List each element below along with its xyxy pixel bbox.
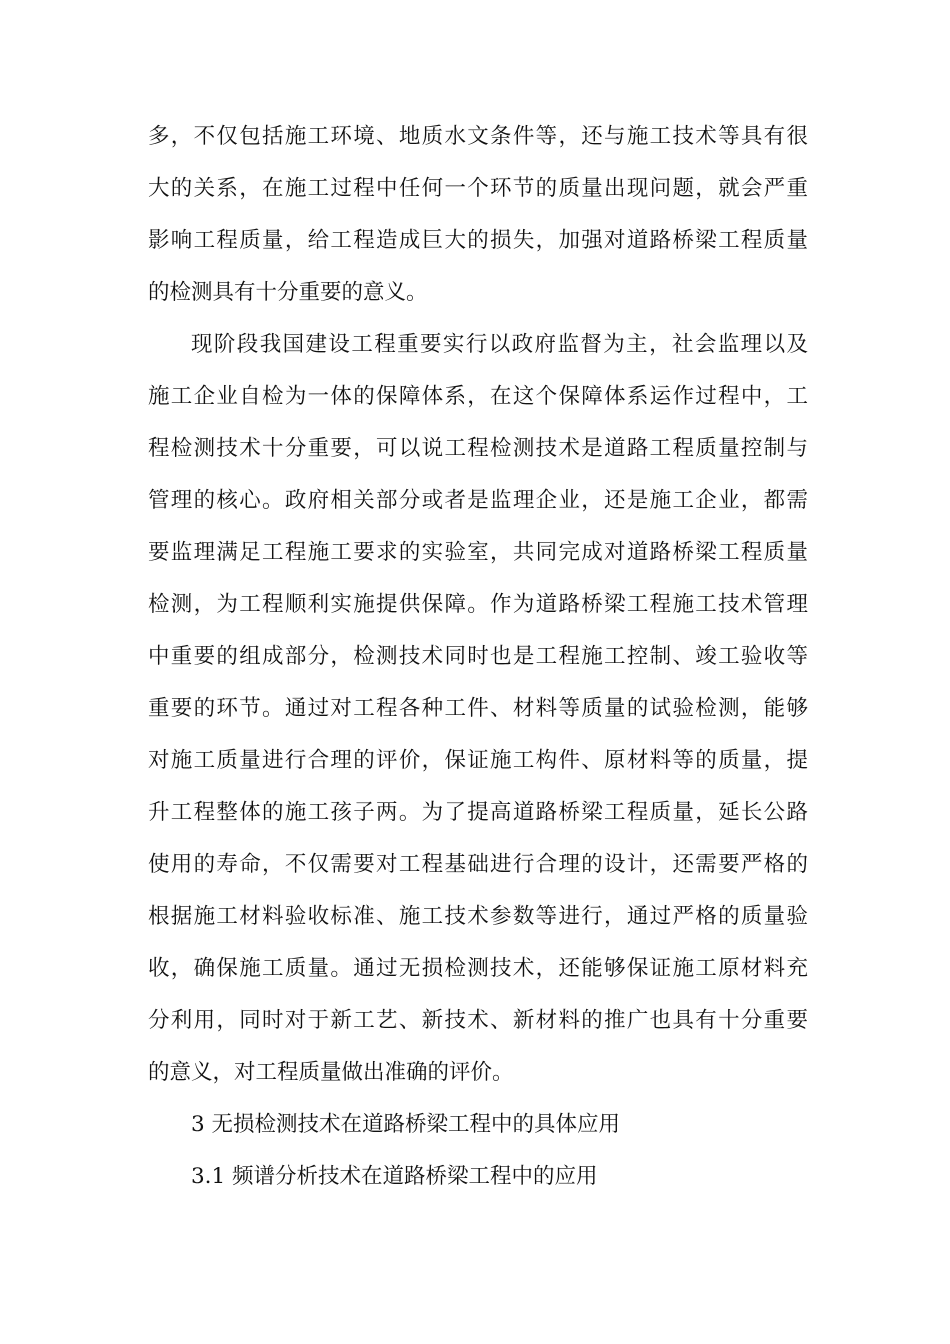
paragraph-2-line-13: 收，确保施工质量。通过无损检测技术，还能够保证施工原材料充 bbox=[148, 956, 808, 981]
paragraph-2-line-1: 现阶段我国建设工程重要实行以政府监督为主，社会监理以及 bbox=[191, 332, 808, 357]
paragraph-2-line-7: 中重要的组成部分，检测技术同时也是工程施工控制、竣工验收等 bbox=[148, 644, 808, 669]
paragraph-2-line-14: 分利用，同时对于新工艺、新技术、新材料的推广也具有十分重要 bbox=[148, 1008, 808, 1033]
paragraph-2-line-15: 的意义，对工程质量做出准确的评价。 bbox=[148, 1060, 514, 1085]
paragraph-2-line-11: 使用的寿命，不仅需要对工程基础进行合理的设计，还需要严格的 bbox=[148, 852, 808, 877]
paragraph-2-line-5: 要监理满足工程施工要求的实验室，共同完成对道路桥梁工程质量 bbox=[148, 540, 808, 565]
paragraph-1-line-4: 的检测具有十分重要的意义。 bbox=[148, 280, 428, 305]
paragraph-2-line-2: 施工企业自检为一体的保障体系，在这个保障体系运作过程中，工 bbox=[148, 384, 808, 409]
paragraph-1-line-1: 多，不仅包括施工环境、地质水文条件等，还与施工技术等具有很 bbox=[148, 124, 808, 149]
paragraph-2-line-3: 程检测技术十分重要，可以说工程检测技术是道路工程质量控制与 bbox=[148, 436, 808, 461]
subsection-heading-3-1: 3.1 频谱分析技术在道路桥梁工程中的应用 bbox=[191, 1164, 598, 1189]
paragraph-2-line-4: 管理的核心。政府相关部分或者是监理企业，还是施工企业，都需 bbox=[148, 488, 808, 513]
paragraph-2-line-10: 升工程整体的施工孩子两。为了提高道路桥梁工程质量，延长公路 bbox=[148, 800, 808, 825]
section-heading-3: 3 无损检测技术在道路桥梁工程中的具体应用 bbox=[191, 1112, 621, 1137]
paragraph-2-line-6: 检测，为工程顺利实施提供保障。作为道路桥梁工程施工技术管理 bbox=[148, 592, 808, 617]
paragraph-2-line-12: 根据施工材料验收标准、施工技术参数等进行，通过严格的质量验 bbox=[148, 904, 808, 929]
paragraph-1-line-2: 大的关系，在施工过程中任何一个环节的质量出现问题，就会严重 bbox=[148, 176, 808, 201]
paragraph-2-line-9: 对施工质量进行合理的评价，保证施工构件、原材料等的质量，提 bbox=[148, 748, 808, 773]
paragraph-2-line-8: 重要的环节。通过对工程各种工件、材料等质量的试验检测，能够 bbox=[148, 696, 808, 721]
paragraph-1-line-3: 影响工程质量，给工程造成巨大的损失，加强对道路桥梁工程质量 bbox=[148, 228, 808, 253]
